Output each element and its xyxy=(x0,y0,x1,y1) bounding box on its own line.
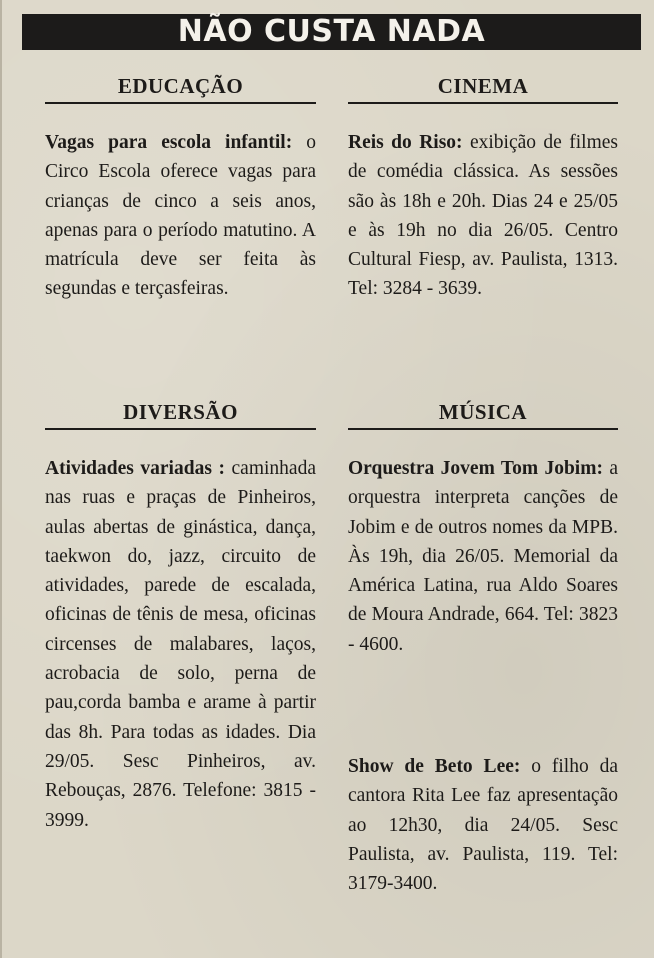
section-heading-musica xyxy=(348,400,618,430)
article-educacao xyxy=(45,128,316,304)
article-body: caminhada nas ruas e praças de Pinheiros, aulas abertas de ginástica, dança, taekwon do, jazz, circuito de atividades, parede de escalada, oficinas de tênis de mesa, oficinas circenses de malabares, laços, acrobacia de solo, perna de pau,corda bamba e arame à partir das 8h. Para todas as idades. Dia 29/05. Sesc Pinheiros, av. Rebouças, 2876. Telefone: 3815 - 3999. xyxy=(45,458,316,831)
article-body: a orquestra interpreta canções de Jobim e de outros nomes da MPB. Às 19h, dia 26/05. Memorial da América Latina, rua Aldo Soares de Moura Andrade, 664. Tel: 3823 - 4600. xyxy=(348,458,619,655)
article-diversao xyxy=(45,454,316,835)
article-lead: Show de Beto Lee: xyxy=(348,756,521,777)
section-heading-educacao xyxy=(45,74,316,104)
section-heading-diversao xyxy=(45,400,316,430)
article-lead: Orquestra Jovem Tom Jobim: xyxy=(348,458,603,479)
article-body: exibição de filmes de comédia clássica. As sessões são às 18h e 20h. Dias 24 e 25/05 e às 19h no dia 26/05. Centro Cultural Fiesp, av. Paulista, 1313. Tel: 3284 - 3639. xyxy=(348,132,619,300)
banner-title: NÃO CUSTA NADA xyxy=(177,14,486,49)
section-heading-cinema xyxy=(348,74,618,104)
section-rule xyxy=(348,102,618,104)
article-lead: Atividades variadas : xyxy=(45,458,225,479)
section-rule xyxy=(45,428,316,430)
article-lead: Vagas para escola infantil: xyxy=(45,132,293,153)
banner xyxy=(22,14,641,50)
section-rule xyxy=(45,102,316,104)
section-heading-label: CINEMA xyxy=(437,74,529,98)
section-rule xyxy=(348,428,618,430)
article-body: o Circo Escola oferece vagas para crianças de cinco a seis anos, apenas para o período matutino. A matrícula deve ser feita às segundas e terçasfeiras. xyxy=(45,132,316,300)
article-lead: Reis do Riso: xyxy=(348,132,463,153)
section-heading-label: DIVERSÃO xyxy=(123,400,238,424)
section-heading-label: MÚSICA xyxy=(438,400,528,424)
article-body: o filho da cantora Rita Lee faz apresentação ao 12h30, dia 24/05. Sesc Paulista, av. Paulista, 119. Tel: 3179-3400. xyxy=(348,756,618,895)
article-musica-orquestra xyxy=(348,454,618,659)
article-cinema xyxy=(348,128,618,304)
article-musica-show xyxy=(348,752,618,898)
section-heading-label: EDUCAÇÃO xyxy=(117,74,244,98)
